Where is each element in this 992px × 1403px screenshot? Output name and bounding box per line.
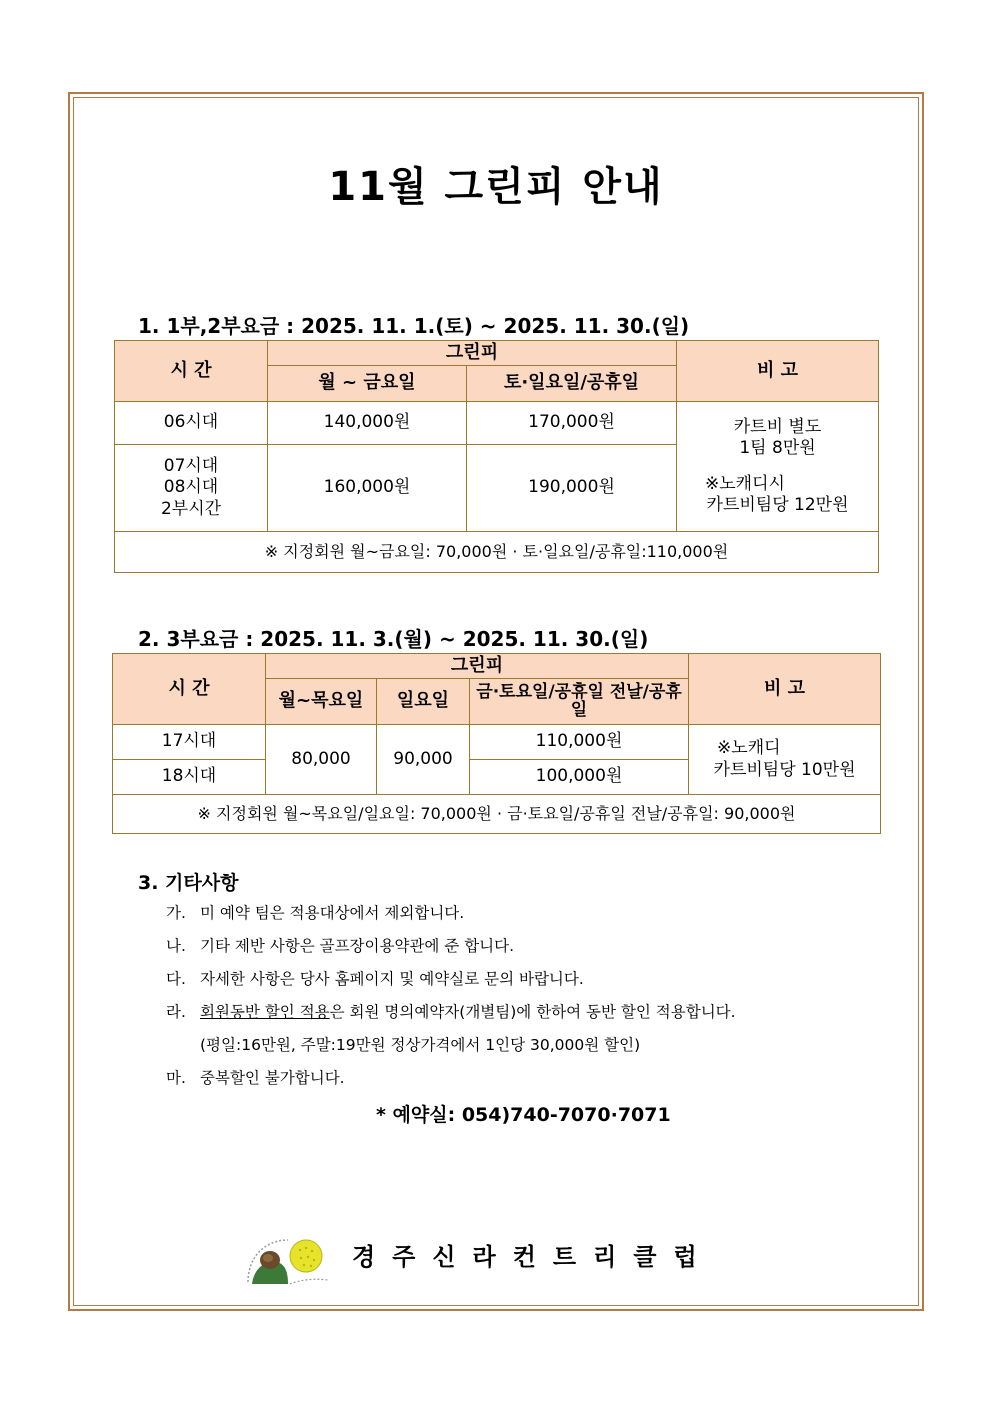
weekend-fee: 190,000원 bbox=[467, 445, 677, 532]
row-time: 18시대 bbox=[113, 760, 266, 795]
section2-heading: 2. 3부요금 : 2025. 11. 3.(월) ~ 2025. 11. 30.(일) bbox=[138, 627, 649, 651]
list-item: 라. 회원동반 할인 적용은 회원 명의예약자(개별팀)에 한하여 동반 할인 적용합니다. bbox=[166, 1003, 736, 1021]
remarks-cell bbox=[689, 725, 881, 795]
header-sunday: 일요일 bbox=[377, 679, 470, 725]
remarks-line: ※노캐디시 bbox=[705, 473, 785, 494]
weekend-fee: 170,000원 bbox=[467, 402, 677, 445]
list-item: (평일:16만원, 주말:19만원 정상가격에서 1인당 30,000원 할인) bbox=[200, 1036, 641, 1054]
weekday-fee: 160,000원 bbox=[268, 445, 467, 532]
section1-heading: 1. 1부,2부요금 : 2025. 11. 1.(토) ~ 2025. 11. 30.(일) bbox=[138, 314, 690, 338]
list-item: 가. 미 예약 팀은 적용대상에서 제외합니다. bbox=[166, 904, 465, 922]
list-item: 다. 자세한 사항은 당사 홈페이지 및 예약실로 문의 바랍니다. bbox=[166, 970, 584, 988]
sunday-fee: 90,000 bbox=[377, 725, 470, 795]
member-note: ※ 지정회원 월~금요일: 70,000원 · 토·일요일/공휴일:110,000원 bbox=[115, 532, 879, 573]
underlined-text: 회원동반 할인 적용 bbox=[200, 1003, 330, 1021]
header-greenfee: 그린피 bbox=[266, 654, 689, 679]
remarks-cell bbox=[677, 402, 879, 532]
mon-thu-fee: 80,000 bbox=[266, 725, 377, 795]
remarks-line: 카트비팀당 10만원 bbox=[713, 759, 856, 780]
weekday-fee: 140,000원 bbox=[268, 402, 467, 445]
header-time: 시 간 bbox=[115, 341, 268, 402]
remarks-line: ※노캐디 bbox=[717, 738, 781, 759]
member-note: ※ 지정회원 월~목요일/일요일: 70,000원 · 금·토요일/공휴일 전날/공휴일: 90,000원 bbox=[113, 795, 881, 834]
header-time: 시 간 bbox=[113, 654, 266, 725]
row-time: 17시대 bbox=[113, 725, 266, 760]
section3-heading: 3. 기타사항 bbox=[138, 872, 239, 894]
remarks-line: 1팀 8만원 bbox=[739, 438, 816, 459]
row-time: 07시대 08시대 2부시간 bbox=[115, 445, 268, 532]
list-item: 마. 중복할인 불가합니다. bbox=[166, 1069, 345, 1087]
header-weekend: 토·일요일/공휴일 bbox=[467, 366, 677, 402]
section2-fee-table bbox=[112, 653, 881, 834]
row-time: 06시대 bbox=[115, 402, 268, 445]
remarks-line: 카트비팀당 12만원 bbox=[706, 494, 849, 515]
header-mon-thu: 월~목요일 bbox=[266, 679, 377, 725]
reservation-contact: * 예약실: 054)740-7070·7071 bbox=[376, 1104, 671, 1126]
fri-sat-fee: 110,000원 bbox=[470, 725, 689, 760]
club-name: 경주신라컨트리클럽 bbox=[352, 1243, 714, 1271]
header-fri-sat-holiday: 금·토요일/공휴일 전날/공휴일 bbox=[470, 679, 689, 725]
section1-fee-table bbox=[114, 340, 879, 573]
header-weekday: 월 ~ 금요일 bbox=[268, 366, 467, 402]
header-remarks: 비 고 bbox=[677, 341, 879, 402]
misc-items-list bbox=[166, 902, 736, 1100]
page-title: 11월 그린피 안내 bbox=[328, 164, 664, 210]
club-logo-icon bbox=[244, 1232, 332, 1286]
list-item: 나. 기타 제반 사항은 골프장이용약관에 준 합니다. bbox=[166, 937, 515, 955]
header-greenfee: 그린피 bbox=[268, 341, 677, 366]
remarks-line: 카트비 별도 bbox=[733, 417, 822, 437]
fri-sat-fee: 100,000원 bbox=[470, 760, 689, 795]
header-remarks: 비 고 bbox=[689, 654, 881, 725]
